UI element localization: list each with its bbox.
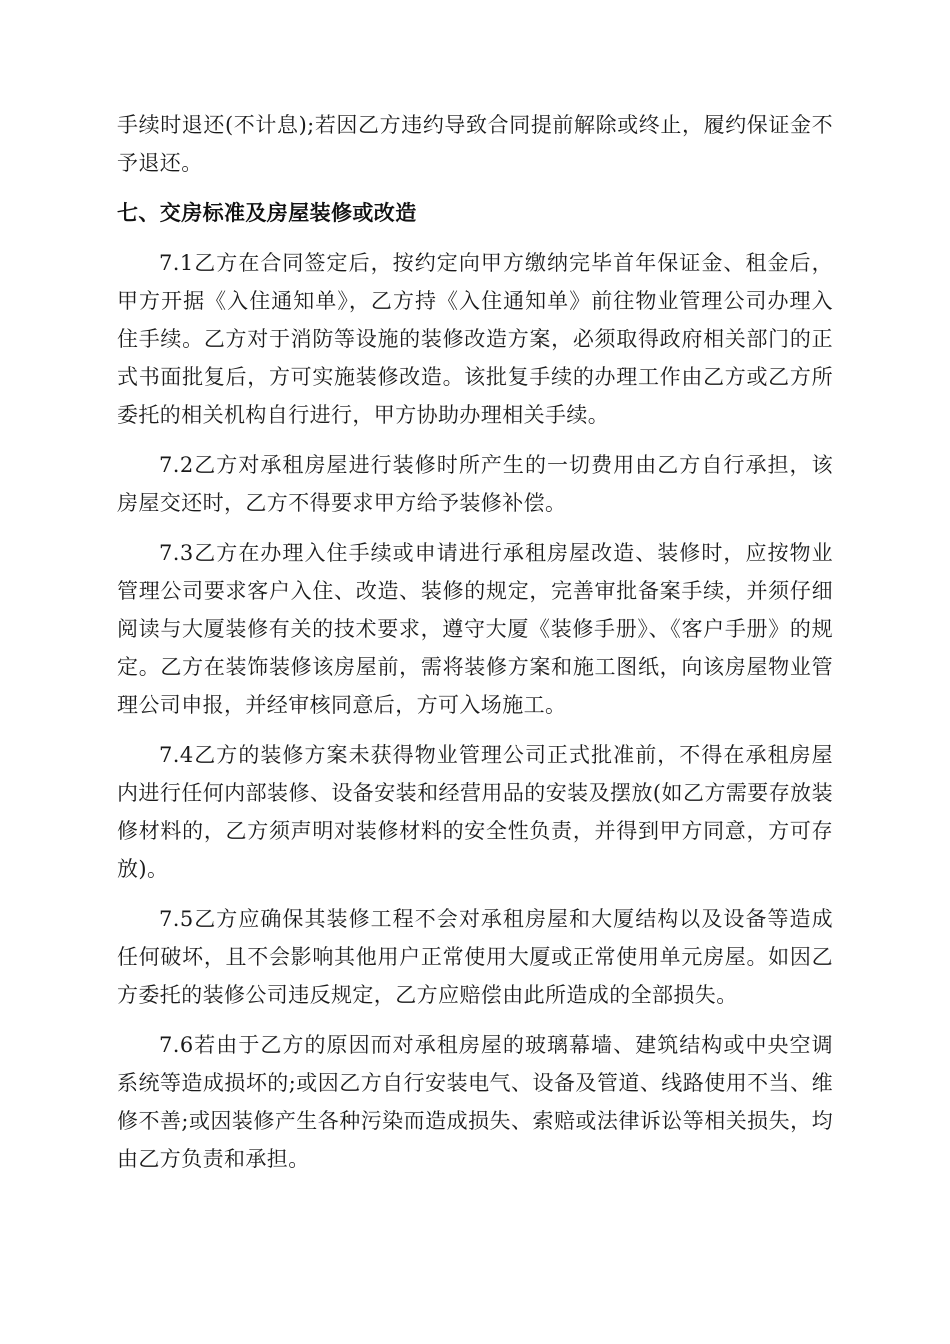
section-heading: 七、交房标准及房屋装修或改造	[117, 201, 417, 225]
clause-7-6: 7.6若由于乙方的原因而对承租房屋的玻璃幕墙、建筑结构或中央空调系统等造成损坏的;或因乙方自行安装电气、设备及管道、线路使用不当、维修不善;或因装修产生各种污染而造成损失、索赔或法律诉讼等相关损失，均由乙方负责和承担。	[117, 1033, 833, 1171]
clause-7-3: 7.3乙方在办理入住手续或申请进行承租房屋改造、装修时，应按物业管理公司要求客户入住、改造、装修的规定，完善审批备案手续，并须仔细阅读与大厦装修有关的技术要求，遵守大厦《装修手册》、《客户手册》的规定。乙方在装饰装修该房屋前，需将装修方案和施工图纸，向该房屋物业管理公司申报，并经审核同意后，方可入场施工。	[117, 541, 833, 717]
clause-7-5: 7.5乙方应确保其装修工程不会对承租房屋和大厦结构以及设备等造成任何破坏，且不会影响其他用户正常使用大厦或正常使用单元房屋。如因乙方委托的装修公司违反规定，乙方应赔偿由此所造成的全部损失。	[117, 907, 833, 1007]
continuation-paragraph: 手续时退还(不计息);若因乙方违约导致合同提前解除或终止，履约保证金不予退还。	[117, 113, 833, 175]
document-body	[117, 106, 833, 1190]
clause-7-2: 7.2乙方对承租房屋进行装修时所产生的一切费用由乙方自行承担，该房屋交还时，乙方不得要求甲方给予装修补偿。	[117, 453, 833, 515]
clause-7-4: 7.4乙方的装修方案未获得物业管理公司正式批准前，不得在承租房屋内进行任何内部装修、设备安装和经营用品的安装及摆放(如乙方需要存放装修材料的，乙方须声明对装修材料的安全性负责，并得到甲方同意，方可存放)。	[117, 743, 833, 881]
clause-7-1: 7.1乙方在合同签定后，按约定向甲方缴纳完毕首年保证金、租金后，甲方开据《入住通知单》，乙方持《入住通知单》前往物业管理公司办理入住手续。乙方对于消防等设施的装修改造方案，必须取得政府相关部门的正式书面批复后，方可实施装修改造。该批复手续的办理工作由乙方或乙方所委托的相关机构自行进行，甲方协助办理相关手续。	[117, 251, 833, 427]
